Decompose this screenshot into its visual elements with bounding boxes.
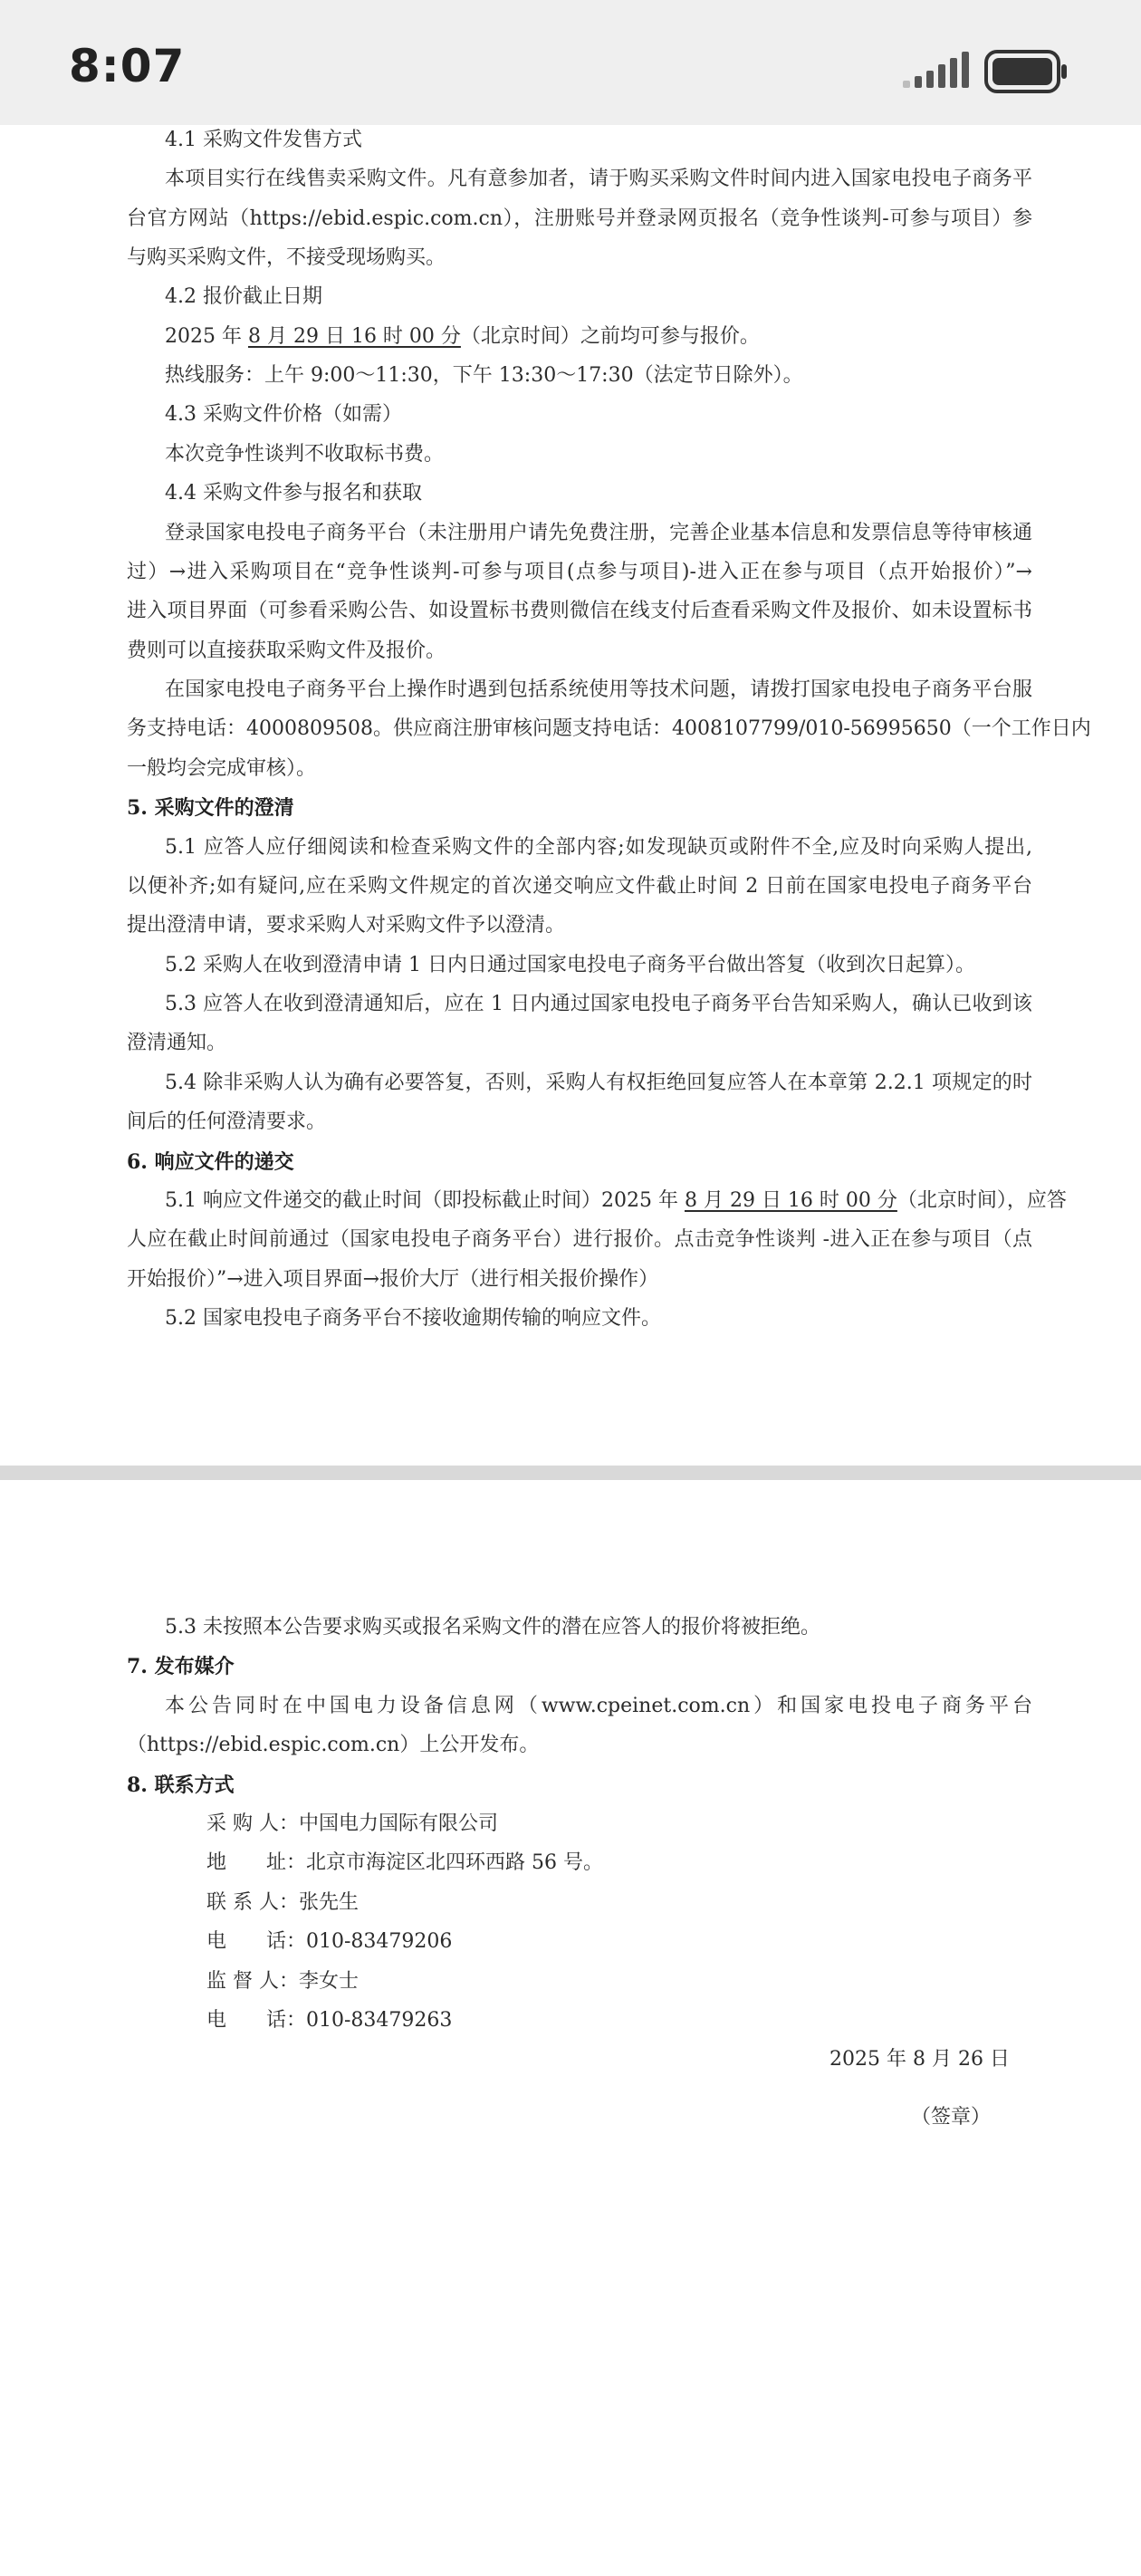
document-page-2 <box>0 1480 1141 2576</box>
paragraph-line: 进入项目界面（可参看采购公告、如设置标书费则微信在线支付后查看采购文件及报价、如未设置标书 <box>127 600 1032 622</box>
submission-date: 8 月 29 日 16 时 00 分 <box>684 1189 897 1212</box>
status-time: 8:07 <box>69 40 186 92</box>
paragraph-line: 5.3 应答人在收到澄清通知后，应在 1 日内通过国家电投电子商务平台告知采购人，确认已收到该 <box>165 993 1032 1015</box>
paragraph-line: 台官方网站（https://ebid.espic.com.cn），注册账号并登录网页报名（竞争性谈判-可参与项目）参 <box>127 207 1032 230</box>
deadline-line <box>165 323 760 351</box>
paragraph-line: 人应在截止时间前通过（国家电投电子商务平台）进行报价。点击竞争性谈判 -进入正在参与项目（点 <box>127 1228 1032 1251</box>
section-7-heading: 7. 发布媒介 <box>127 1655 235 1678</box>
paragraph-line: 费则可以直接获取采购文件及报价。 <box>127 639 446 662</box>
section-8-heading: 8. 联系方式 <box>127 1773 235 1797</box>
signal-icon <box>903 51 973 91</box>
paragraph-line: 在国家电投电子商务平台上操作时遇到包括系统使用等技术问题，请拨打国家电投电子商务平台服 <box>165 678 1032 701</box>
hotline-line: 热线服务：上午 9:00～11:30，下午 13:30～17:30（法定节日除外）。 <box>165 364 803 387</box>
paragraph-line: 与购买采购文件，不接受现场购买。 <box>127 246 446 269</box>
contact-supervisor: 监 督 人：李女士 <box>206 1970 359 1993</box>
deadline-suffix: （北京时间）之前均可参与报价。 <box>460 325 760 348</box>
battery-icon <box>984 49 1068 94</box>
paragraph-line: 5.4 除非采购人认为确有必要答复，否则，采购人有权拒绝回复应答人在本章第 2.2.1 项规定的时 <box>165 1072 1032 1094</box>
section-4-3-title: 4.3 采购文件价格（如需） <box>165 403 402 426</box>
submission-suffix: （北京时间），应答 <box>896 1189 1067 1212</box>
paragraph-line: 澄清通知。 <box>127 1032 227 1054</box>
paragraph-line: 本项目实行在线售卖采购文件。凡有意参加者，请于购买采购文件时间内进入国家电投电子商务平 <box>165 168 1032 190</box>
section-4-2-title: 4.2 报价截止日期 <box>165 285 322 308</box>
contact-address: 地 址：北京市海淀区北四环西路 56 号。 <box>206 1851 603 1874</box>
document-date: 2025 年 8 月 26 日 <box>829 2048 1010 2071</box>
paragraph-line: 开始报价）”→进入项目界面→报价大厅（进行相关报价操作） <box>127 1268 659 1291</box>
paragraph-line: 本公告同时在中国电力设备信息网（www.cpeinet.com.cn）和国家电投电子商务平台 <box>165 1695 1032 1717</box>
paragraph-line: 登录国家电投电子商务平台（未注册用户请先免费注册，完善企业基本信息和发票信息等待审核通 <box>165 522 1032 544</box>
paragraph-line: 本次竞争性谈判不收取标书费。 <box>165 443 445 466</box>
paragraph-line: 过）→进入采购项目在“竞争性谈判-可参与项目(点参与项目)-进入正在参与项目（点开始报价）”→ <box>127 561 1032 583</box>
paragraph-line: 一般均会完成审核）。 <box>127 757 317 780</box>
paragraph-line: 5.3 未按照本公告要求购买或报名采购文件的潜在应答人的报价将被拒绝。 <box>165 1616 820 1639</box>
section-4-4-title: 4.4 采购文件参与报名和获取 <box>165 482 422 505</box>
submission-prefix: 5.1 响应文件递交的截止时间（即投标截止时间）2025 年 <box>165 1189 685 1212</box>
contact-supervisor-phone: 电 话：010-83479263 <box>206 2009 453 2032</box>
paragraph-line: 5.1 应答人应仔细阅读和检查采购文件的全部内容;如发现缺页或附件不全,应及时向采购人提出, <box>165 836 1032 859</box>
contact-phone: 电 话：010-83479206 <box>206 1930 453 1953</box>
paragraph-line: 务支持电话：4000809508。供应商注册审核问题支持电话：4008107799/010-56995650（一个工作日内 <box>127 717 1091 740</box>
section-4-1-title: 4.1 采购文件发售方式 <box>165 129 362 151</box>
submission-deadline-line <box>165 1187 1067 1215</box>
status-bar <box>0 0 1141 125</box>
deadline-year: 2025 年 <box>165 325 248 348</box>
section-6-heading: 6. 响应文件的递交 <box>127 1150 294 1174</box>
seal-label: （签章） <box>911 2106 992 2129</box>
paragraph-line: 5.2 国家电投电子商务平台不接收逾期传输的响应文件。 <box>165 1307 661 1330</box>
paragraph-line: 间后的任何澄清要求。 <box>127 1110 327 1133</box>
deadline-date: 8 月 29 日 16 时 00 分 <box>247 325 461 348</box>
page-divider <box>0 1466 1141 1480</box>
paragraph-line: 提出澄清申请，要求采购人对采购文件予以澄清。 <box>127 914 566 937</box>
paragraph-line: 以便补齐;如有疑问,应在采购文件规定的首次递交响应文件截止时间 2 日前在国家电投电子商务平台 <box>127 875 1032 898</box>
contact-person: 联 系 人：张先生 <box>206 1891 359 1914</box>
contact-purchaser: 采 购 人：中国电力国际有限公司 <box>206 1812 498 1835</box>
document-page-1 <box>0 125 1141 1466</box>
paragraph-line: 5.2 采购人在收到澄清申请 1 日内日通过国家电投电子商务平台做出答复（收到次日起算）。 <box>165 954 975 976</box>
section-5-heading: 5. 采购文件的澄清 <box>127 796 294 820</box>
paragraph-line: （https://ebid.espic.com.cn）上公开发布。 <box>127 1734 540 1756</box>
